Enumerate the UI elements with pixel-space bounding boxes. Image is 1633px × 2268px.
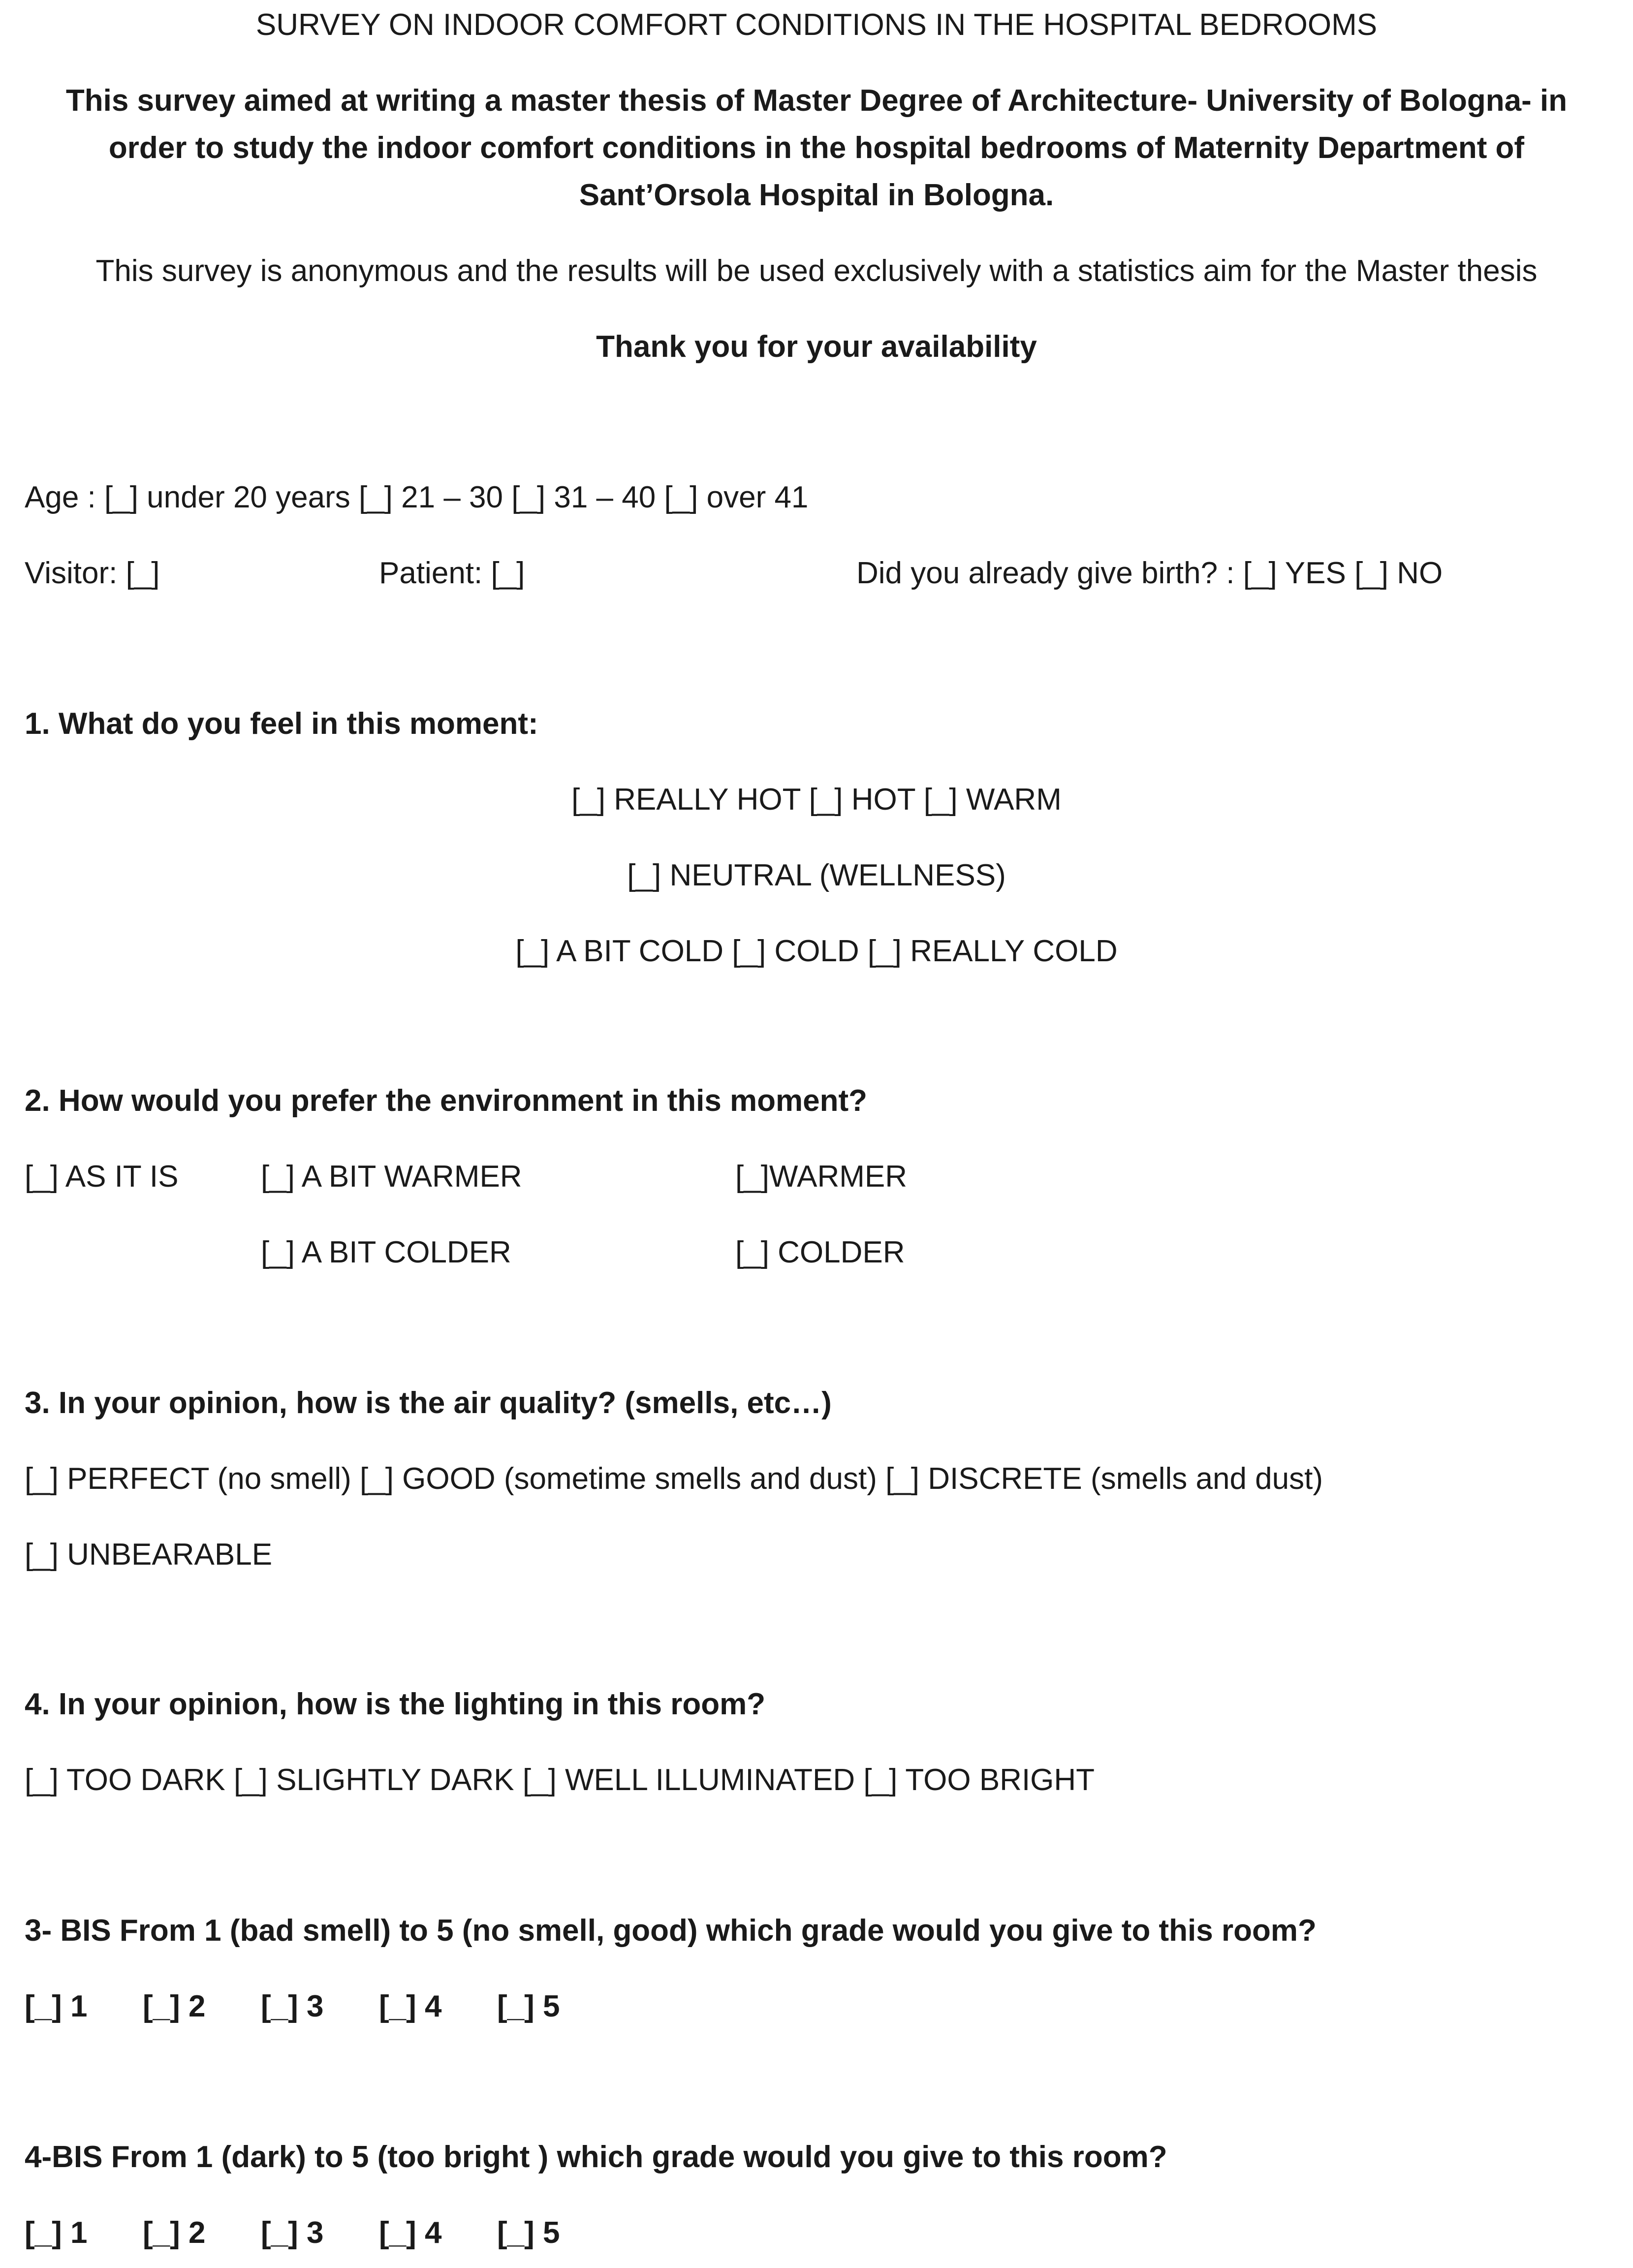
thanks-note: Thank you for your availability [596,330,1037,364]
q4bis-option-5: [_] 5 [497,2216,560,2250]
q3-options-row1: [_] PERFECT (no smell) [_] GOOD (sometime smells and dust) [_] DISCRETE (smells and dust) [25,1462,1323,1496]
q4bis-option-2: [_] 2 [143,2216,206,2250]
q3bis-option-3: [_] 3 [261,1989,324,2023]
intro-line-2: order to study the indoor comfort conditions in the hospital bedrooms of Maternity Department of [108,131,1525,165]
q3bis-option-4: [_] 4 [379,1989,442,2023]
q1-options-hot: [_] REALLY HOT [_] HOT [_] WARM [571,783,1062,817]
q3bis-question: 3- BIS From 1 (bad smell) to 5 (no smell, good) which grade would you give to this room? [25,1914,1317,1948]
q3bis-option-1: [_] 1 [25,1989,88,2023]
q1-question: 1. What do you feel in this moment: [25,707,538,741]
q2-option-bit-warmer: [_] A BIT WARMER [261,1160,522,1194]
q4bis-option-3: [_] 3 [261,2216,324,2250]
q4bis-option-4: [_] 4 [379,2216,442,2250]
q4-question: 4. In your opinion, how is the lighting in this room? [25,1687,766,1721]
q4bis-option-1: [_] 1 [25,2216,88,2250]
q3bis-option-5: [_] 5 [497,1989,560,2023]
patient-option: Patient: [_] [379,556,525,590]
age-options: Age : [_] under 20 years [_] 21 – 30 [_] 31 – 40 [_] over 41 [25,480,809,514]
intro-line-1: This survey aimed at writing a master thesis of Master Degree of Architecture- University of Bologna- in [65,84,1568,118]
q4-options: [_] TOO DARK [_] SLIGHTLY DARK [_] WELL ILLUMINATED [_] TOO BRIGHT [25,1763,1095,1797]
q2-option-bit-colder: [_] A BIT COLDER [261,1235,511,1269]
q3-options-row2: [_] UNBEARABLE [25,1538,273,1572]
intro-line-3: Sant’Orsola Hospital in Bologna. [579,178,1054,212]
q1-options-neutral: [_] NEUTRAL (WELLNESS) [627,858,1006,892]
anonymous-note: This survey is anonymous and the results will be used exclusively with a statistics aim for the Master thesis [95,254,1538,288]
q2-option-colder: [_] COLDER [735,1235,905,1269]
q1-options-cold: [_] A BIT COLD [_] COLD [_] REALLY COLD [515,934,1118,968]
birth-question: Did you already give birth? : [_] YES [_] NO [856,556,1443,590]
q2-option-warmer: [_]WARMER [735,1160,908,1194]
survey-title: SURVEY ON INDOOR COMFORT CONDITIONS IN THE HOSPITAL BEDROOMS [255,8,1378,42]
visitor-option: Visitor: [_] [25,556,160,590]
q2-option-as-it-is: [_] AS IT IS [25,1160,179,1194]
q3bis-option-2: [_] 2 [143,1989,206,2023]
q4bis-question: 4-BIS From 1 (dark) to 5 (too bright ) which grade would you give to this room? [25,2140,1167,2174]
q2-question: 2. How would you prefer the environment in this moment? [25,1084,868,1118]
q3-question: 3. In your opinion, how is the air quality? (smells, etc…) [25,1386,832,1420]
